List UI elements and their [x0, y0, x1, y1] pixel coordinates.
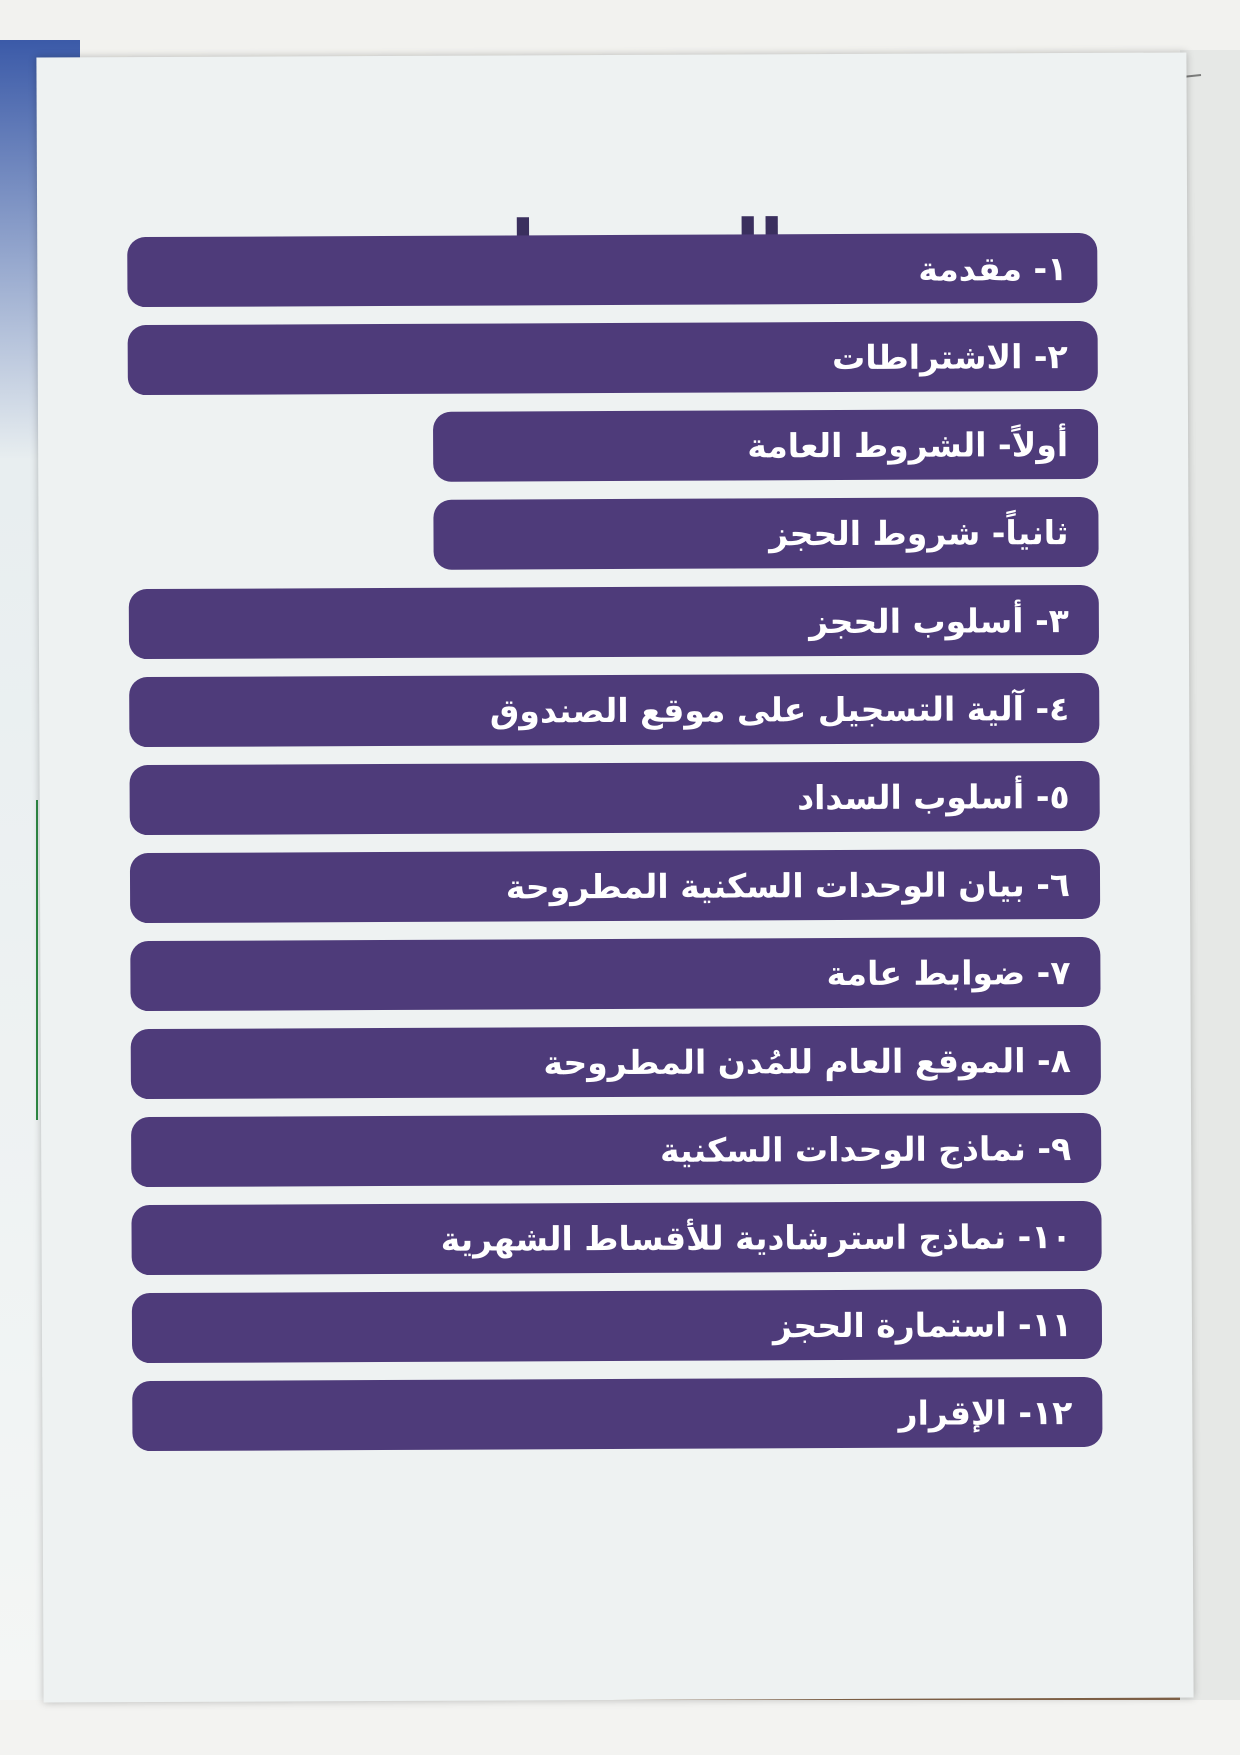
toc-item-label: ٧- ضوابط عامة — [826, 952, 1071, 993]
toc-item-registration[interactable] — [129, 673, 1099, 747]
toc-item-label: ١٠- نماذج استرشادية للأقساط الشهرية — [440, 1216, 1072, 1259]
toc-item-label: ٣- أسلوب الحجز — [809, 600, 1069, 641]
toc-item-label: ٤- آلية التسجيل على موقع الصندوق — [489, 688, 1070, 731]
toc-item-declaration[interactable] — [132, 1377, 1102, 1451]
toc-item-label: ٦- بيان الوحدات السكنية المطروحة — [505, 864, 1071, 906]
toc-subitem-booking-conditions[interactable] — [433, 497, 1098, 570]
toc-item-introduction[interactable] — [127, 233, 1097, 307]
toc-item-label: ٥- أسلوب السداد — [797, 776, 1070, 817]
toc-item-installment-models[interactable] — [131, 1201, 1101, 1275]
toc-item-booking-form[interactable] — [132, 1289, 1102, 1363]
toc-item-label: ثانياً- شروط الحجز — [769, 512, 1069, 553]
toc-item-label: أولاً- الشروط العامة — [747, 424, 1069, 465]
toc-item-housing-units[interactable] — [130, 849, 1100, 923]
background-surface-bottom — [0, 1700, 1240, 1755]
toc-item-payment-method[interactable] — [130, 761, 1100, 835]
toc-item-label: ٨- الموقع العام للمُدن المطروحة — [543, 1040, 1071, 1082]
toc-item-label: ٢- الاشتراطات — [832, 336, 1068, 377]
toc-item-general-rules[interactable] — [130, 937, 1100, 1011]
toc-item-label: ١١- استمارة الحجز — [772, 1304, 1073, 1345]
toc-item-label: ٩- نماذج الوحدات السكنية — [660, 1128, 1072, 1170]
toc-item-label: ١٢- الإقرار — [898, 1392, 1073, 1433]
toc-item-city-locations[interactable] — [131, 1025, 1101, 1099]
document-page — [36, 52, 1193, 1702]
toc-item-label: ١- مقدمة — [918, 248, 1068, 289]
toc-item-unit-models[interactable] — [131, 1113, 1101, 1187]
toc-item-booking-method[interactable] — [129, 585, 1099, 659]
toc-item-requirements[interactable] — [128, 321, 1098, 395]
toc-subitem-general-conditions[interactable] — [433, 409, 1098, 482]
green-stamp-edge — [0, 800, 38, 1120]
